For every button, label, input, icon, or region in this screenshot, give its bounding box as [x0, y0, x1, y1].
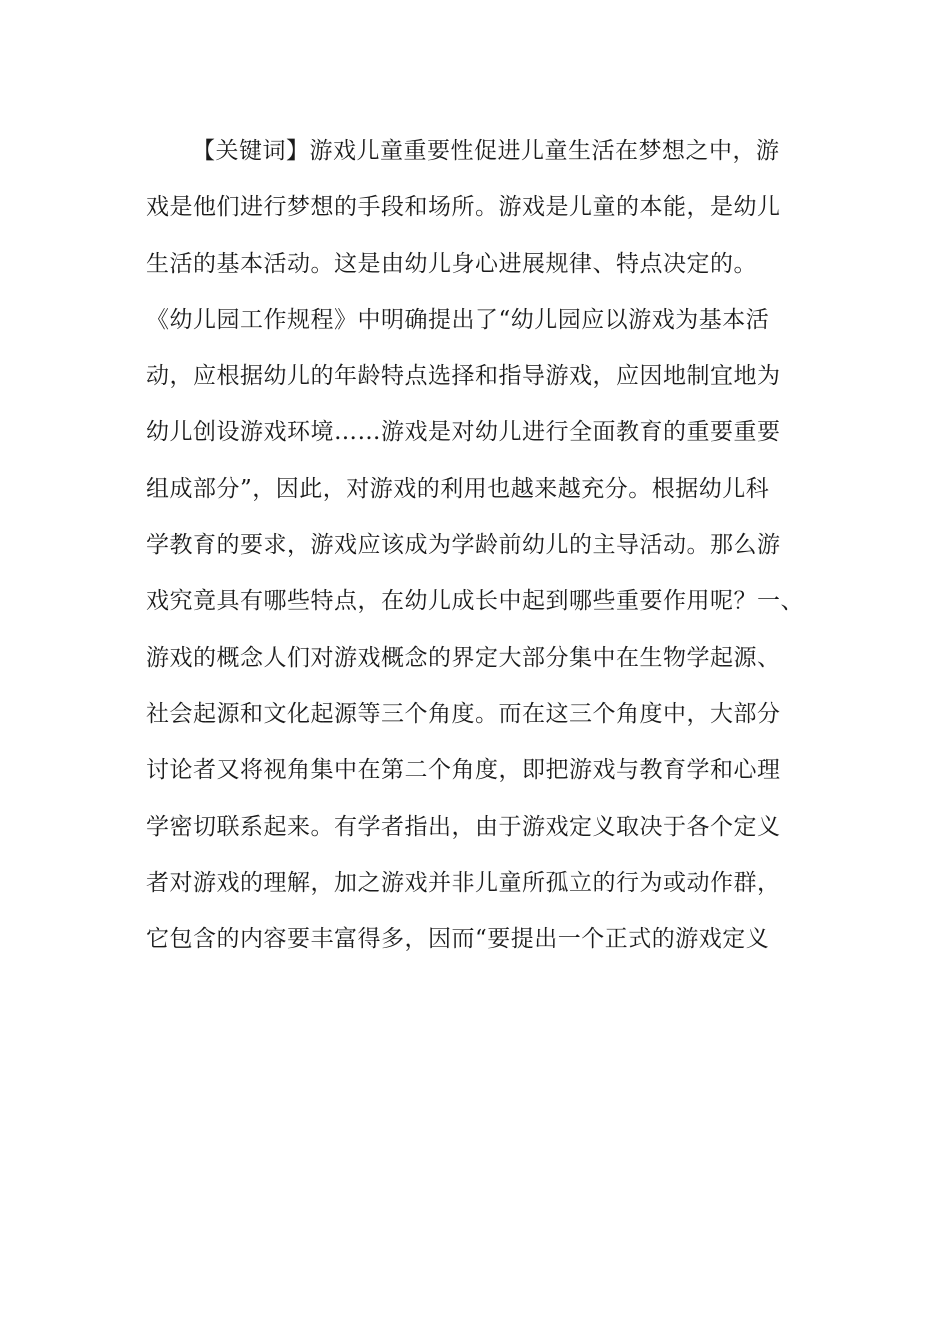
text-line: 组成部分”，因此，对游戏的利用也越来越充分。根据幼儿科: [146, 475, 770, 502]
text-line: 学教育的要求，游戏应该成为学龄前幼儿的主导活动。那么游: [146, 532, 781, 559]
text-line: 游戏的概念人们对游戏概念的界定大部分集中在生物学起源、: [146, 644, 781, 671]
text-line: 【关键词】游戏儿童重要性促进儿童生活在梦想之中，游: [192, 138, 780, 164]
text-line: 讨论者又将视角集中在第二个角度，即把游戏与教育学和心理: [146, 757, 781, 784]
text-line: 戏是他们进行梦想的手段和场所。游戏是儿童的本能，是幼儿: [146, 194, 781, 221]
text-line: 社会起源和文化起源等三个角度。而在这三个角度中，大部分: [146, 700, 781, 727]
text-line: 生活的基本活动。这是由幼儿身心进展规律、特点决定的。: [146, 250, 757, 277]
text-line: 戏究竟具有哪些特点，在幼儿成长中起到哪些重要作用呢？一、: [146, 588, 804, 615]
text-line: 者对游戏的理解，加之游戏并非儿童所孤立的行为或动作群，: [146, 869, 781, 896]
text-line: 它包含的内容要丰富得多，因而“要提出一个正式的游戏定义: [146, 926, 770, 953]
text-line: 动，应根据幼儿的年龄特点选择和指导游戏，应因地制宜地为: [146, 363, 781, 390]
text-line: 学密切联系起来。有学者指出，由于游戏定义取决于各个定义: [146, 813, 781, 840]
text-line: 《幼儿园工作规程》中明确提出了“幼儿园应以游戏为基本活: [146, 306, 770, 333]
text-line: 幼儿创设游戏环境……游戏是对幼儿进行全面教育的重要重要: [146, 419, 781, 446]
body-text: [146, 128, 806, 972]
